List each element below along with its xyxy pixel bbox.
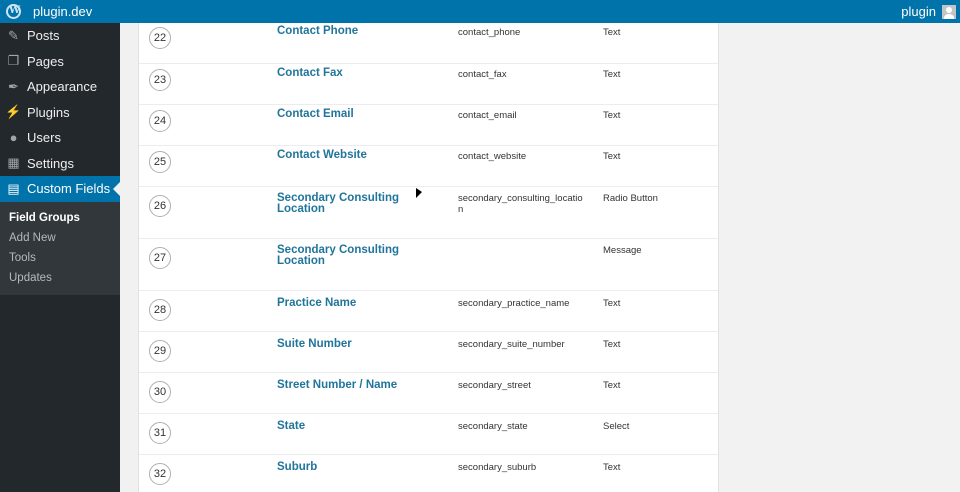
field-name: secondary_suite_number: [458, 339, 565, 350]
sidebar-item-label: Posts: [27, 28, 60, 44]
field-label-link[interactable]: Contact Email: [277, 108, 354, 120]
field-type: Text: [603, 298, 621, 309]
sidebar-item-label: Settings: [27, 155, 74, 171]
field-name: contact_phone: [458, 27, 521, 38]
field-label-link[interactable]: Suburb: [277, 461, 318, 473]
right-background: [719, 23, 960, 492]
admin-sidebar: [0, 23, 120, 492]
sidebar-item-plugins[interactable]: [0, 100, 120, 126]
brush-icon: ✒: [8, 78, 19, 94]
settings-icon: ▦: [7, 155, 20, 171]
table-row[interactable]: [139, 455, 718, 492]
field-name: secondary_state: [458, 421, 528, 432]
table-row[interactable]: [139, 64, 718, 105]
mouse-cursor-icon: [416, 188, 422, 198]
table-row[interactable]: [139, 23, 718, 64]
submenu-item-tools[interactable]: Tools: [9, 252, 36, 265]
admin-bar: [0, 0, 960, 23]
field-type: Text: [603, 27, 621, 38]
field-order-badge[interactable]: 28: [149, 299, 171, 321]
field-label-link[interactable]: State: [277, 420, 306, 432]
pin-icon: ✎: [8, 27, 19, 43]
sidebar-item-label: Custom Fields: [27, 181, 111, 197]
table-row[interactable]: [139, 187, 718, 239]
field-label-link[interactable]: Suite Number: [277, 338, 352, 350]
field-order-badge[interactable]: 31: [149, 422, 171, 444]
field-type: Text: [603, 380, 621, 391]
submenu-item-add-new[interactable]: Add New: [9, 231, 56, 244]
field-order-badge[interactable]: 29: [149, 340, 171, 362]
field-type: Radio Button: [603, 193, 658, 204]
field-order-badge[interactable]: 24: [149, 110, 171, 132]
table-row[interactable]: [139, 239, 718, 291]
field-name: secondary_consulting_location: [458, 193, 583, 215]
users-icon: ●: [9, 130, 18, 146]
field-name: contact_email: [458, 110, 517, 121]
field-order-badge[interactable]: 25: [149, 151, 171, 173]
pages-icon: ❐: [7, 53, 20, 69]
main-content: [120, 23, 960, 492]
avatar-icon[interactable]: [942, 5, 956, 19]
field-name: secondary_street: [458, 380, 531, 391]
sidebar-item-users[interactable]: [0, 125, 120, 151]
sidebar-item-label: Pages: [27, 53, 64, 69]
sidebar-item-custom-fields[interactable]: [0, 176, 120, 202]
user-name[interactable]: plugin: [901, 4, 936, 19]
table-row[interactable]: [139, 105, 718, 146]
sidebar-item-pages[interactable]: [0, 49, 120, 75]
field-label-link[interactable]: Contact Website: [277, 149, 367, 161]
field-name: contact_website: [458, 151, 527, 162]
table-row[interactable]: [139, 146, 718, 187]
field-label-link[interactable]: Secondary Consulting Location: [277, 244, 400, 267]
field-order-badge[interactable]: 30: [149, 381, 171, 403]
field-label-link[interactable]: Street Number / Name: [277, 379, 398, 391]
table-row[interactable]: [139, 332, 718, 373]
table-row[interactable]: [139, 414, 718, 455]
field-type: Text: [603, 151, 621, 162]
field-label-link[interactable]: Contact Phone: [277, 25, 359, 37]
field-label-link[interactable]: Contact Fax: [277, 67, 343, 79]
table-row[interactable]: [139, 373, 718, 414]
field-type: Text: [603, 69, 621, 80]
field-type: Select: [603, 421, 630, 432]
submenu-item-updates[interactable]: Updates: [9, 272, 52, 285]
field-name: secondary_suburb: [458, 462, 537, 473]
field-order-badge[interactable]: 27: [149, 247, 171, 269]
field-order-badge[interactable]: 23: [149, 69, 171, 91]
sidebar-item-label: Users: [27, 130, 61, 146]
field-label-link[interactable]: Secondary Consulting Location: [277, 192, 400, 215]
plug-icon: ⚡: [5, 104, 22, 120]
sidebar-item-posts[interactable]: [0, 23, 120, 49]
field-type: Text: [603, 339, 621, 350]
wordpress-logo-icon[interactable]: [0, 0, 27, 23]
field-order-badge[interactable]: 32: [149, 463, 171, 485]
field-name: contact_fax: [458, 69, 507, 80]
field-type: Text: [603, 462, 621, 473]
sidebar-item-label: Plugins: [27, 104, 70, 120]
field-label-link[interactable]: Practice Name: [277, 297, 357, 309]
submenu-item-field-groups[interactable]: Field Groups: [9, 211, 80, 224]
site-name-link[interactable]: plugin.dev: [33, 4, 93, 19]
sidebar-item-label: Appearance: [27, 79, 98, 95]
fields-icon: ▤: [7, 180, 20, 196]
table-row[interactable]: [139, 291, 718, 332]
fields-table: [138, 23, 719, 492]
field-name: secondary_practice_name: [458, 298, 570, 309]
field-type: Text: [603, 110, 621, 121]
user-menu[interactable]: [901, 0, 956, 23]
custom-fields-submenu: [0, 202, 120, 295]
sidebar-item-appearance[interactable]: [0, 74, 120, 100]
field-order-badge[interactable]: 26: [149, 195, 171, 217]
field-order-badge[interactable]: 22: [149, 27, 171, 49]
sidebar-item-settings[interactable]: [0, 151, 120, 177]
field-type: Message: [603, 245, 642, 256]
